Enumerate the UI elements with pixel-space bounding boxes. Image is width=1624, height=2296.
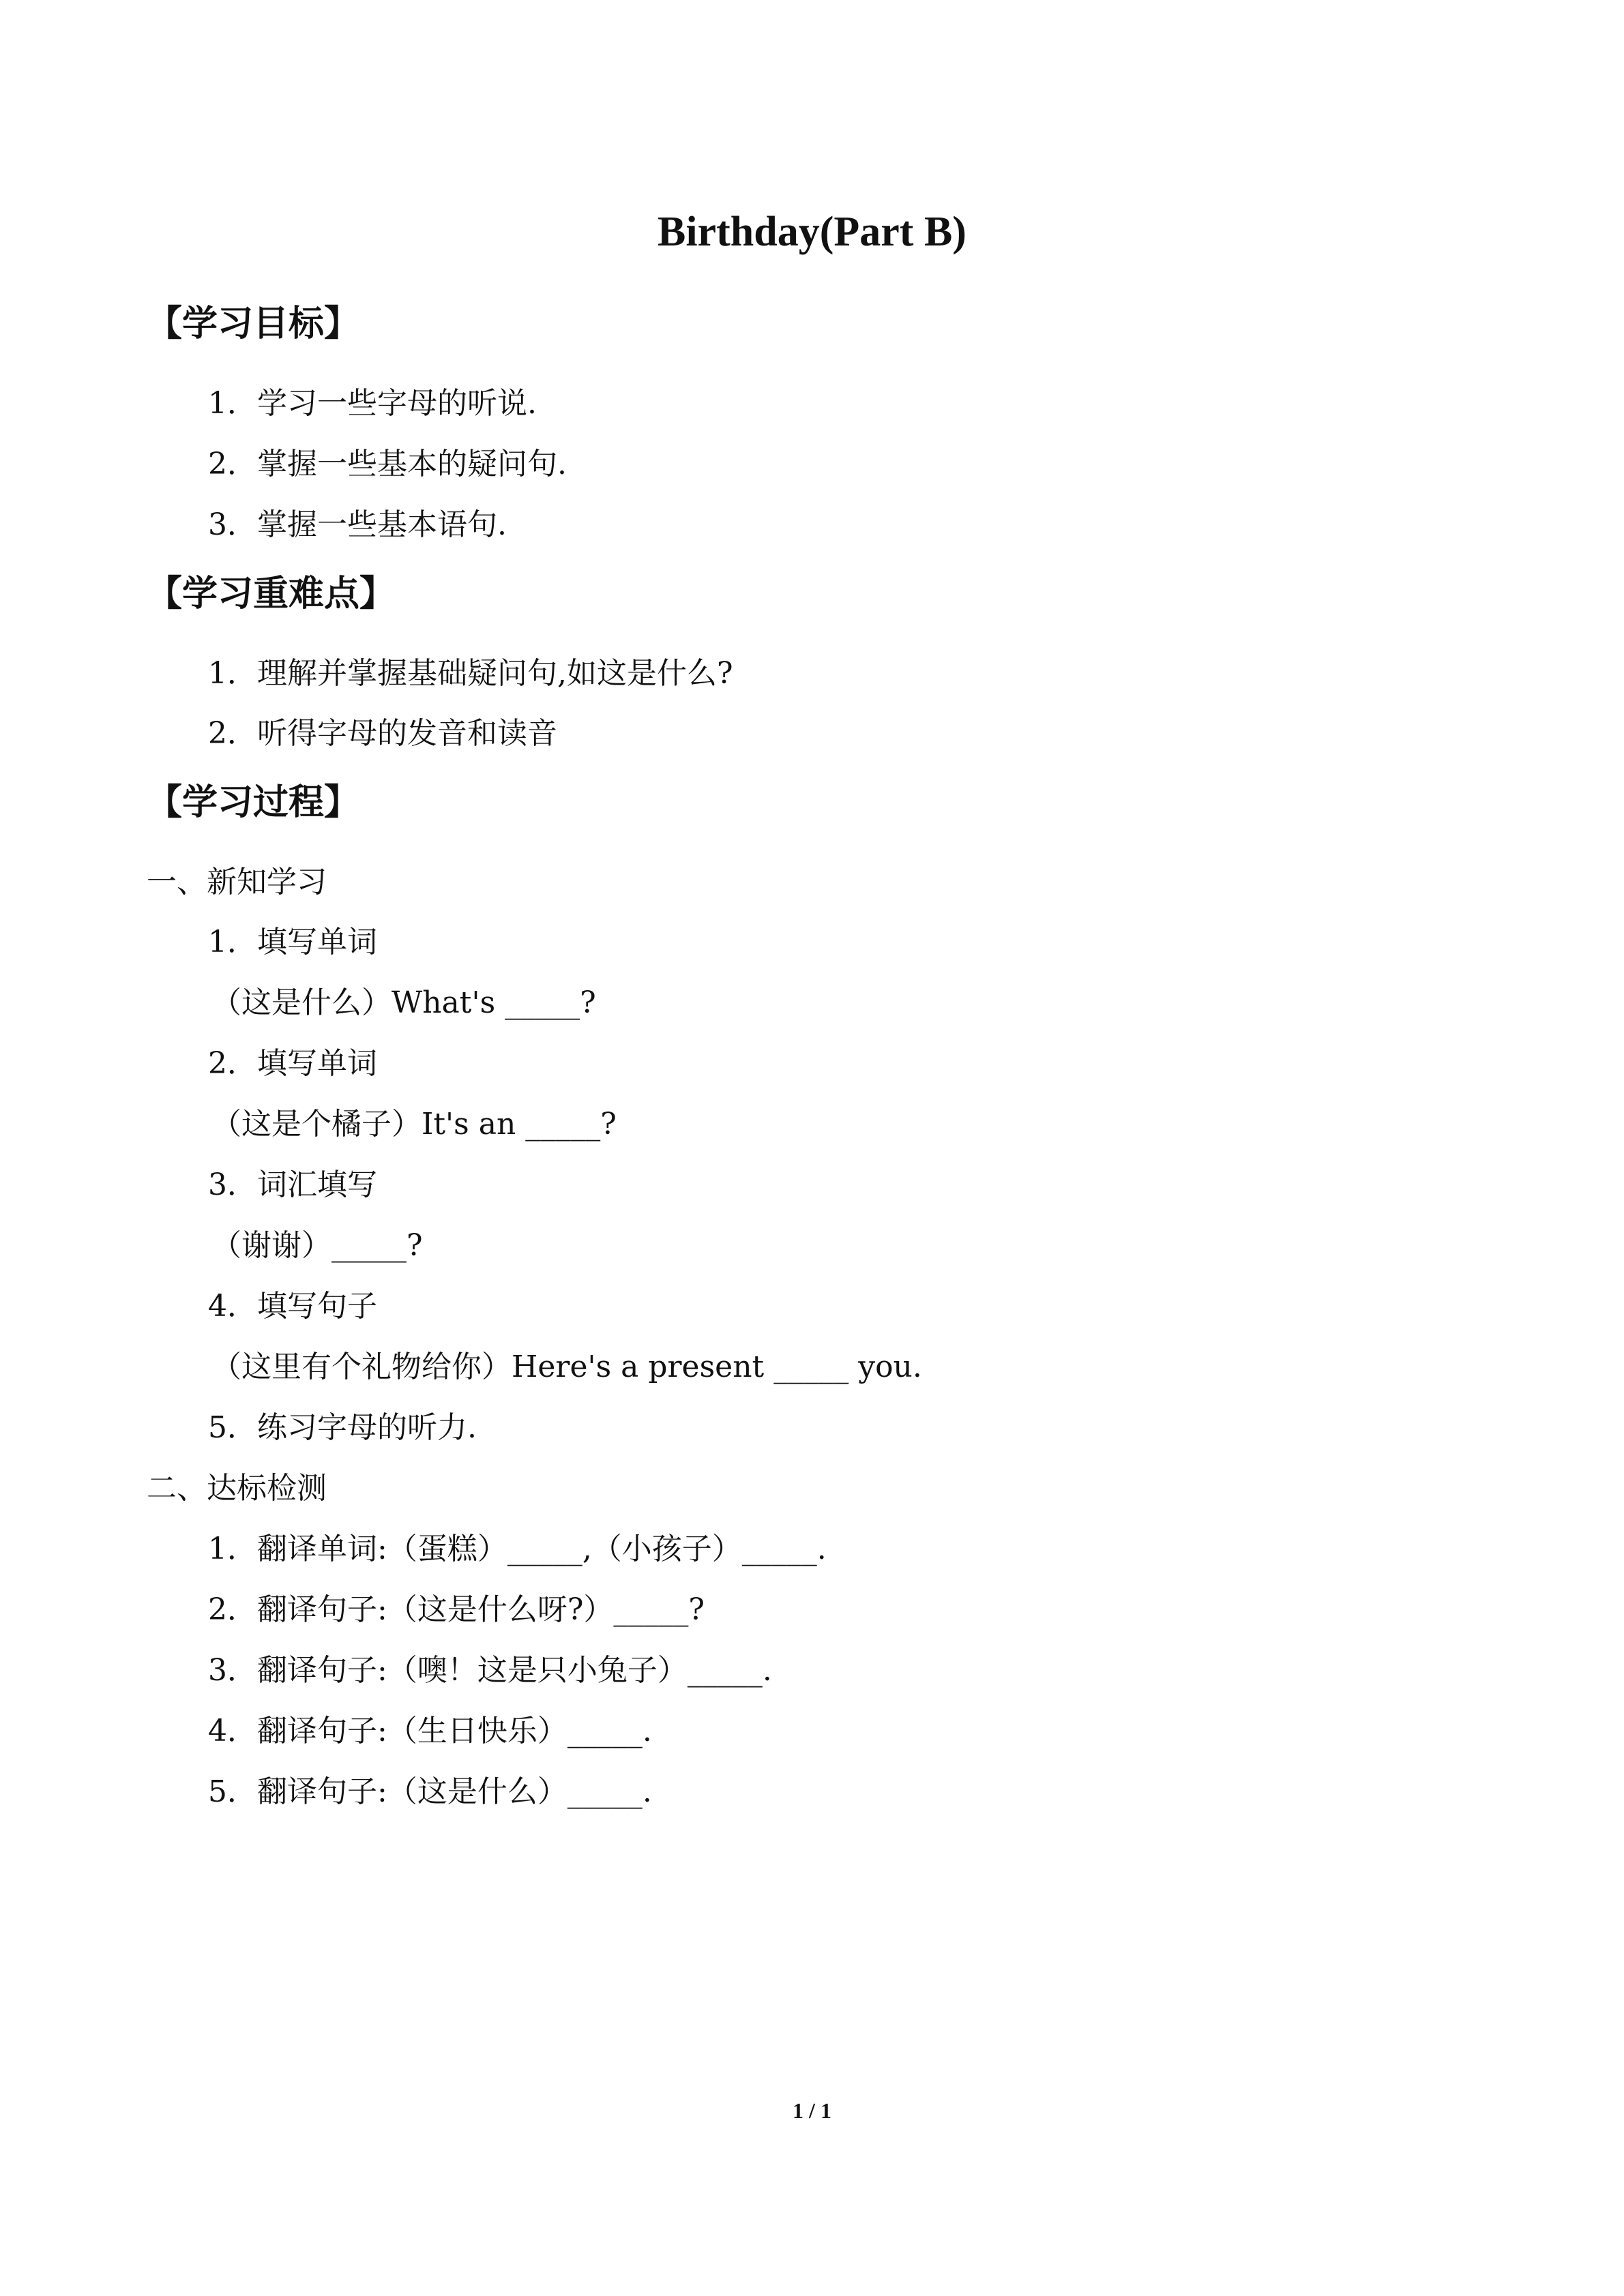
goal-item-1: 1．学习一些字母的听说.: [208, 386, 537, 421]
process-part2-item: 1．翻译单词:（蛋糕）_____,（小孩子）_____.: [208, 1532, 827, 1566]
process-part2-item: 5．翻译句子:（这是什么）_____.: [208, 1774, 652, 1809]
section-heading-goals: 【学习目标】: [147, 303, 360, 344]
process-part2-item: 2．翻译句子:（这是什么呀?）_____?: [208, 1592, 705, 1627]
process-part1-title: 一、新知学习: [147, 865, 327, 899]
goal-item-3: 3．掌握一些基本语句.: [208, 507, 507, 542]
process-part1-item: 3．词汇填写: [208, 1167, 377, 1202]
process-part1-item: 2．填写单词: [208, 1046, 377, 1081]
process-part2-item: 3．翻译句子:（噢！这是只小兔子）_____.: [208, 1653, 772, 1688]
section-heading-process: 【学习过程】: [147, 782, 360, 823]
goal-item-2: 2．掌握一些基本的疑问句.: [208, 447, 567, 481]
page-title: Birthday(Part B): [658, 209, 966, 255]
page-number: 1 / 1: [793, 2098, 831, 2123]
key-point-item-1: 1．理解并掌握基础疑问句,如这是什么?: [208, 656, 733, 691]
process-part1-item: （这是个橘子）It's an _____?: [211, 1107, 617, 1142]
process-part1-item: （这是什么）What's _____?: [211, 985, 596, 1020]
process-part1-item: 1．填写单词: [208, 925, 377, 959]
process-part1-item: 5．练习字母的听力.: [208, 1410, 477, 1445]
process-part1-item: 4．填写句子: [208, 1289, 377, 1324]
process-part1-item: （谢谢）_____?: [211, 1228, 423, 1263]
process-part2-title: 二、达标检测: [147, 1471, 327, 1506]
key-point-item-2: 2．听得字母的发音和读音: [208, 716, 557, 751]
process-part1-item: （这里有个礼物给你）Here's a present _____ you.: [211, 1350, 922, 1384]
section-heading-key-points: 【学习重难点】: [147, 573, 396, 614]
process-part2-item: 4．翻译句子:（生日快乐）_____.: [208, 1714, 652, 1748]
